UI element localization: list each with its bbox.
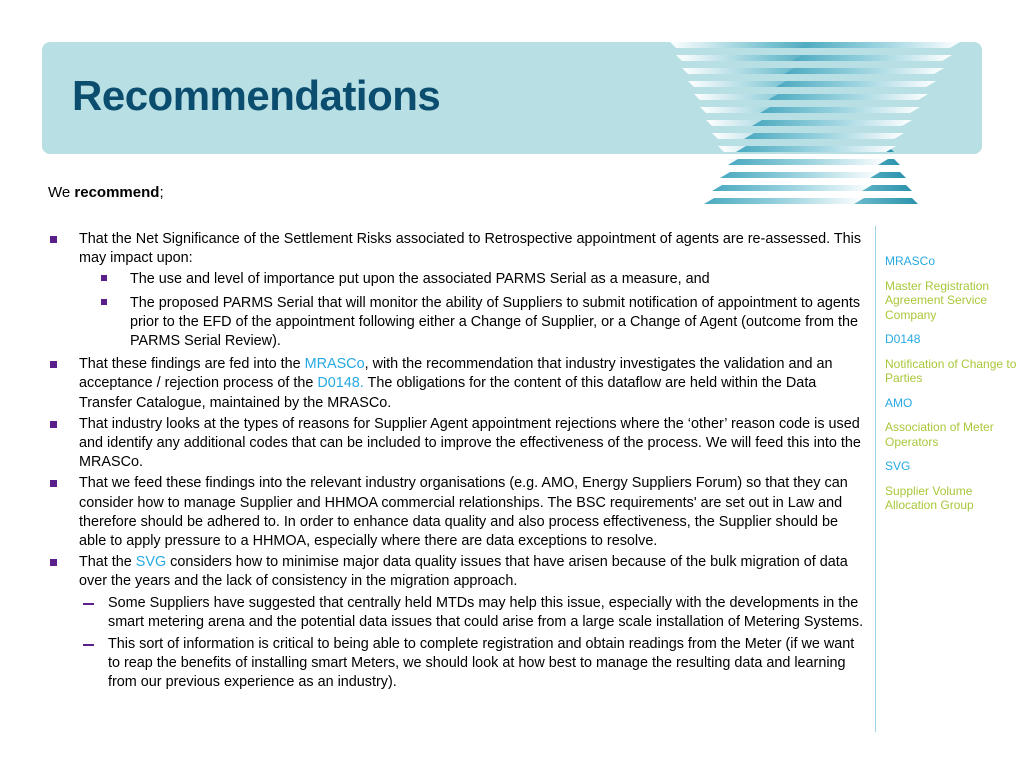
- list-item-text: That industry looks at the types of reasons for Supplier Agent appointment rejections where the ‘other’ reason code is used and identify any additional codes that can be included to improve the effectiveness of the process. We will feed this into the MRASCo.: [79, 415, 861, 471]
- stripe-bar: [784, 68, 944, 74]
- glossary-term: SVG: [885, 459, 911, 473]
- glossary-definition: Supplier Volume Allocation Group: [885, 483, 974, 512]
- stripe-bar: [720, 172, 880, 178]
- sub-list-item: [48, 594, 868, 632]
- list-item-text: That these findings are fed into the: [79, 356, 305, 373]
- sub-list-item: [48, 270, 868, 289]
- sub-list-item-text: The use and level of importance put upon the associated PARMS Serial as a measure, and: [130, 271, 710, 288]
- glossary-definition: Association of Meter Operators: [885, 420, 994, 449]
- sub-list-item-text: The proposed PARMS Serial that will monitor the ability of Suppliers to submit notification of appointment to agents prior to the EFD of the appointment following either a Change of Supplier, or a Change of Agent (outcome from the PARMS Serial Review).: [130, 294, 861, 350]
- list-item: [48, 474, 868, 551]
- glossary-term: D0148: [885, 332, 921, 346]
- list-item: [48, 553, 868, 591]
- square-bullet-icon: [50, 480, 57, 487]
- stripes-decoration: [660, 36, 980, 226]
- list-item-text: That the: [79, 554, 136, 571]
- intro-line: [48, 184, 164, 201]
- svg-link[interactable]: SVG: [135, 554, 167, 571]
- intro-bold: recommend: [74, 184, 160, 201]
- glossary-definition: Master Registration Agreement Service Company: [885, 278, 990, 322]
- recommendations-list: [48, 230, 868, 696]
- list-item-text: That we feed these findings into the relevant industry organisations (e.g. AMO, Energy Suppliers Forum) so that they can consider how to manage Supplier and HHMOA commercial relationships. The BSC requirements' are set out in Law and therefore should be adhered to. In order to enhance data quality and also process effectiveness, the Supplier should be able to apply pressure to a HHMOA, especially where there are data exceptions to resolve.: [79, 475, 848, 550]
- stripe-bar: [792, 55, 952, 61]
- stripe-bar: [736, 146, 896, 152]
- list-item-text: considers how to minimise major data quality issues that have arisen because of the bulk migration of data over the years and the lack of consistency in the migration approach.: [79, 554, 848, 590]
- sub-list-item-text: Some Suppliers have suggested that centrally held MTDs may help this issue, especially with the developments in the smart metering arena and the potential data issues that could arise from a large scale installation of Metering Systems.: [108, 594, 864, 630]
- square-bullet-icon: [50, 236, 57, 243]
- square-bullet-icon: [101, 275, 107, 281]
- page-title: Recommendations: [72, 72, 441, 119]
- stripe-bar: [744, 133, 904, 139]
- stripe-bar: [760, 107, 920, 113]
- stripe-bar: [728, 159, 888, 165]
- square-bullet-icon: [50, 361, 57, 368]
- glossary-sidebar: [885, 254, 1017, 523]
- list-item-text: , with the recommendation that industry investigates the validation and an acceptance / rejection process of the: [79, 356, 833, 392]
- intro-suffix: ;: [159, 184, 164, 201]
- list-item-text: That the Net Significance of the Settlement Risks associated to Retrospective appointment of agents are re-assessed. This may impact upon:: [79, 231, 862, 267]
- dash-bullet-icon: [83, 644, 94, 646]
- stripe-bar: [768, 94, 928, 100]
- d0148-link[interactable]: D0148.: [317, 375, 364, 392]
- glossary-term: MRASCo: [885, 254, 936, 268]
- glossary-term: AMO: [885, 395, 913, 410]
- list-item: [48, 415, 868, 473]
- stripe-bar: [776, 81, 936, 87]
- square-bullet-icon: [50, 559, 57, 566]
- list-item: [48, 230, 868, 268]
- stripe-bar: [712, 185, 872, 191]
- glossary-definition: Notification of Change to Parties: [885, 356, 1017, 385]
- square-bullet-icon: [101, 299, 107, 305]
- stripe-bar: [704, 198, 864, 204]
- sub-list-item-text: This sort of information is critical to being able to complete registration and obtain readings from the Meter (if we want to reap the benefits of installing smart Meters, we should look at how best to manage the resulting data and learning from our previous experience as an industry).: [108, 636, 855, 691]
- list-item-text: The obligations for the content of this dataflow are held within the Data Transfer Catalogue, maintained by the MRASCo.: [79, 375, 817, 411]
- intro-prefix: We: [48, 184, 75, 201]
- sub-list-item: [48, 294, 868, 352]
- square-bullet-icon: [50, 421, 57, 428]
- sub-list-item: [48, 635, 868, 693]
- mrasco-link[interactable]: MRASCo: [304, 356, 365, 373]
- stripe-bar: [800, 42, 960, 48]
- sidebar-divider: [875, 226, 876, 732]
- list-item: [48, 355, 868, 413]
- stripe-bar: [752, 120, 912, 126]
- dash-bullet-icon: [83, 603, 94, 605]
